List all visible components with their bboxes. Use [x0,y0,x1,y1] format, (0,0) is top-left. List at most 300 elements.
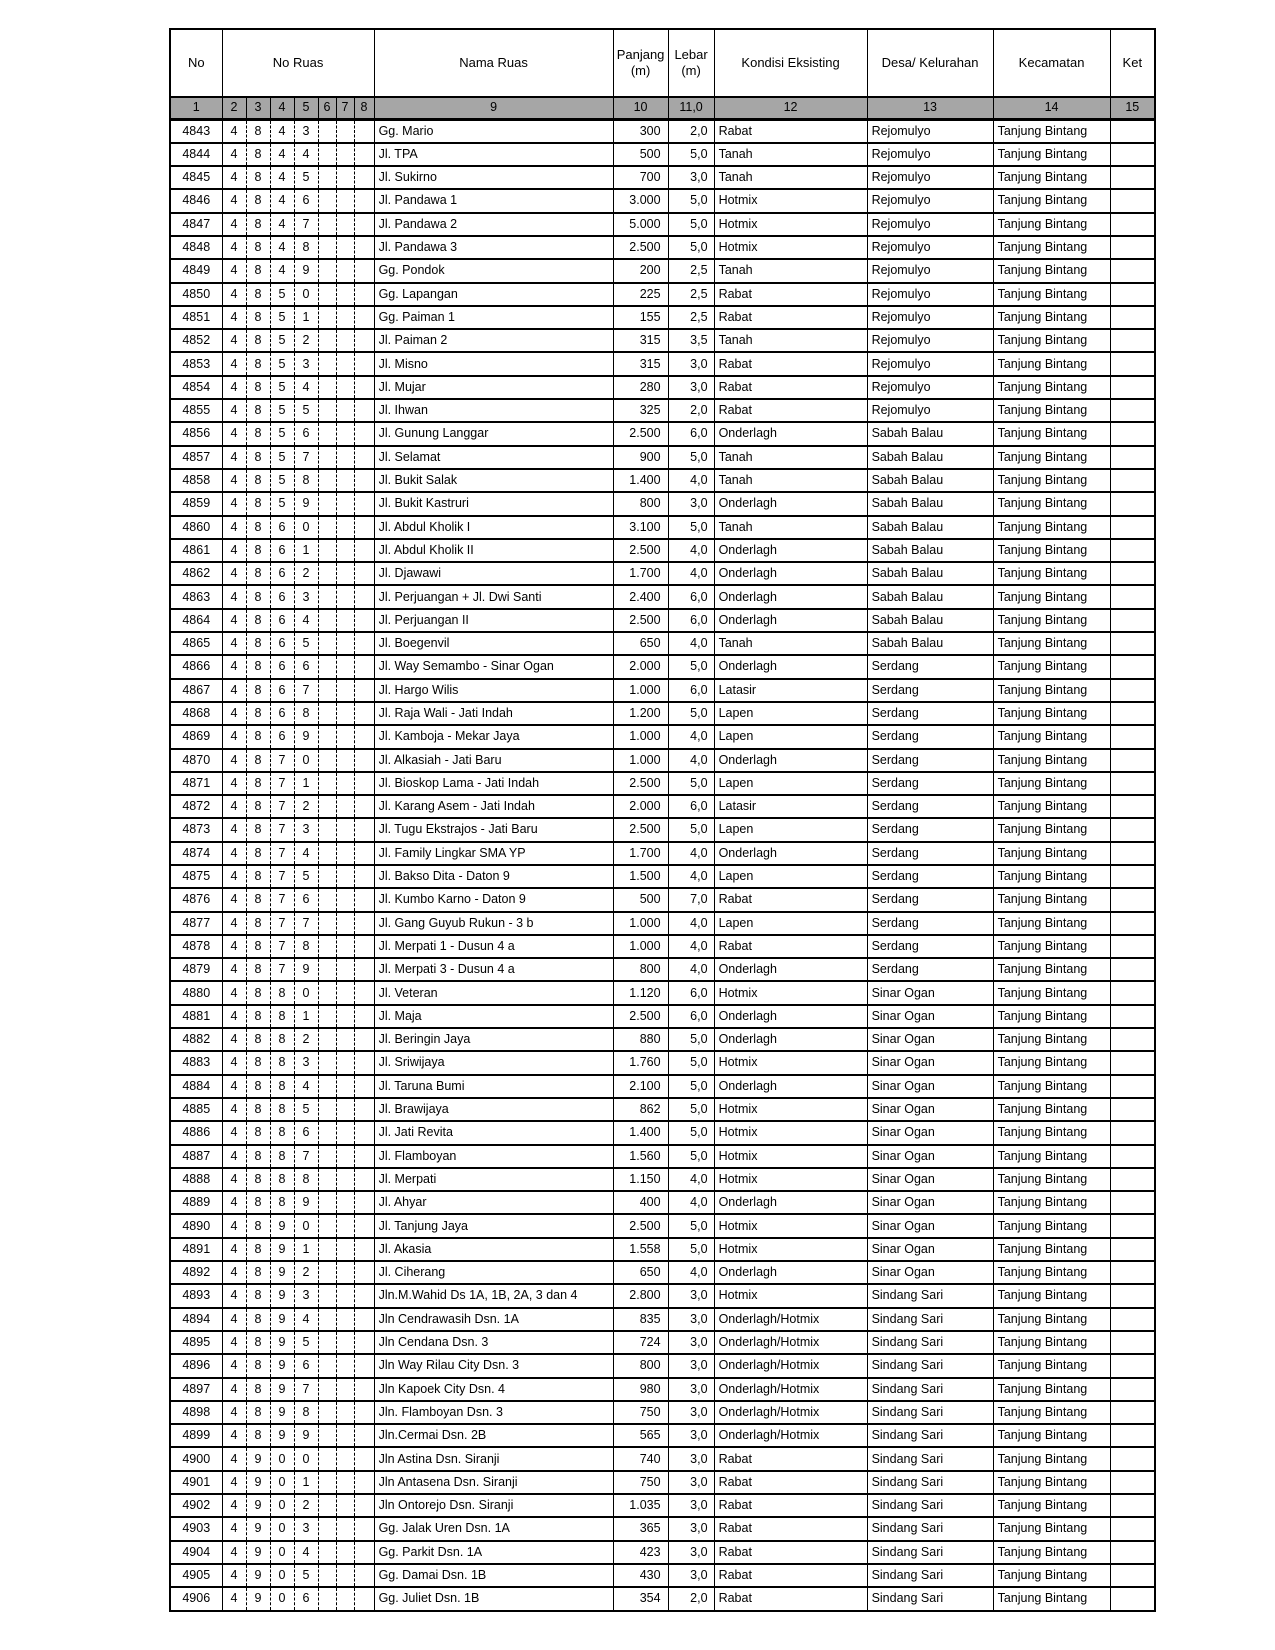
width-cell: 4,0 [668,865,714,888]
ruas-digit-cell [354,1191,374,1214]
ruas-digit-cell [318,702,336,725]
row-no-cell: 4872 [170,795,222,818]
ruas-digit-cell [318,958,336,981]
district-cell: Tanjung Bintang [993,422,1110,445]
ruas-digit-cell [336,1401,354,1424]
width-cell: 4,0 [668,725,714,748]
ruas-digit-cell: 8 [294,1168,318,1191]
row-no-cell: 4870 [170,749,222,772]
condition-cell: Latasir [714,795,867,818]
table-row [170,352,1155,375]
note-cell [1110,399,1155,422]
note-cell [1110,725,1155,748]
ruas-digit-cell: 4 [222,1354,246,1377]
table-row [170,539,1155,562]
road-name-cell: Jl. Way Semambo - Sinar Ogan [374,655,613,678]
road-name-cell: Jl. Bioskop Lama - Jati Indah [374,772,613,795]
ruas-digit-cell [318,772,336,795]
condition-cell: Hotmix [714,1238,867,1261]
ruas-digit-cell: 8 [246,585,270,608]
ruas-digit-cell: 8 [246,772,270,795]
row-no-cell: 4894 [170,1308,222,1331]
village-cell: Serdang [867,865,993,888]
ruas-digit-cell: 8 [246,1005,270,1028]
table-row [170,143,1155,166]
ruas-digit-cell [354,749,374,772]
width-cell: 4,0 [668,842,714,865]
ruas-digit-cell: 3 [294,585,318,608]
village-cell: Sabah Balau [867,422,993,445]
district-cell: Tanjung Bintang [993,492,1110,515]
village-cell: Serdang [867,958,993,981]
ruas-digit-cell [336,1145,354,1168]
condition-cell: Hotmix [714,1145,867,1168]
ruas-digit-cell [318,655,336,678]
ruas-digit-cell [336,422,354,445]
ruas-digit-cell: 4 [270,143,294,166]
ruas-digit-cell: 4 [222,585,246,608]
length-cell: 650 [613,632,668,655]
ruas-digit-cell [336,283,354,306]
ruas-digit-cell: 8 [246,981,270,1004]
ruas-digit-cell [354,1051,374,1074]
ruas-digit-cell [336,1168,354,1191]
table-row [170,632,1155,655]
ruas-digit-cell: 6 [270,539,294,562]
road-name-cell: Jl. Raja Wali - Jati Indah [374,702,613,725]
table-row [170,120,1155,143]
road-name-cell: Jl. Gunung Langgar [374,422,613,445]
length-cell: 1.000 [613,679,668,702]
table-row [170,1145,1155,1168]
ruas-digit-cell: 2 [294,1261,318,1284]
ruas-digit-cell: 4 [222,1587,246,1610]
width-cell: 2,5 [668,283,714,306]
ruas-digit-cell [354,1214,374,1237]
ruas-digit-cell [318,1168,336,1191]
road-name-cell: Jl. Gang Guyub Rukun - 3 b [374,912,613,935]
row-no-cell: 4902 [170,1494,222,1517]
district-cell: Tanjung Bintang [993,446,1110,469]
ruas-digit-cell [318,306,336,329]
condition-cell: Lapen [714,865,867,888]
width-cell: 5,0 [668,1121,714,1144]
length-cell: 1.700 [613,842,668,865]
village-cell: Serdang [867,702,993,725]
ruas-digit-cell [354,352,374,375]
ruas-digit-cell [336,259,354,282]
ruas-digit-cell [354,120,374,143]
ruas-digit-cell [318,935,336,958]
width-cell: 3,0 [668,166,714,189]
village-cell: Sindang Sari [867,1331,993,1354]
ruas-digit-cell [336,632,354,655]
ruas-digit-cell [318,632,336,655]
length-cell: 1.560 [613,1145,668,1168]
ruas-digit-cell: 8 [270,1005,294,1028]
ruas-digit-cell [336,1517,354,1540]
district-cell: Tanjung Bintang [993,143,1110,166]
village-cell: Serdang [867,842,993,865]
condition-cell: Lapen [714,702,867,725]
ruas-digit-cell: 4 [222,795,246,818]
ruas-digit-cell: 4 [222,1331,246,1354]
ruas-digit-cell: 7 [294,1378,318,1401]
condition-cell: Rabat [714,283,867,306]
ruas-digit-cell: 8 [246,539,270,562]
table-row [170,562,1155,585]
ruas-digit-cell: 8 [270,1145,294,1168]
condition-cell: Rabat [714,1517,867,1540]
village-cell: Serdang [867,679,993,702]
column-number-cell: 11,0 [668,97,714,120]
table-row [170,283,1155,306]
ruas-digit-cell [318,912,336,935]
district-cell: Tanjung Bintang [993,1494,1110,1517]
condition-cell: Latasir [714,679,867,702]
ruas-digit-cell [354,469,374,492]
ruas-digit-cell: 8 [246,1308,270,1331]
table-row [170,213,1155,236]
ruas-digit-cell [354,795,374,818]
width-cell: 3,0 [668,376,714,399]
ruas-digit-cell: 9 [246,1541,270,1564]
width-cell: 6,0 [668,609,714,632]
ruas-digit-cell: 8 [270,1168,294,1191]
ruas-digit-cell: 4 [222,1214,246,1237]
ruas-digit-cell [318,679,336,702]
road-name-cell: Gg. Pondok [374,259,613,282]
district-cell: Tanjung Bintang [993,725,1110,748]
col-header-kondisi: Kondisi Eksisting [714,29,867,97]
ruas-digit-cell [318,1284,336,1307]
ruas-digit-cell: 8 [246,1238,270,1261]
ruas-digit-cell [336,446,354,469]
district-cell: Tanjung Bintang [993,1028,1110,1051]
width-cell: 2,0 [668,1587,714,1610]
width-cell: 3,5 [668,329,714,352]
table-row [170,376,1155,399]
ruas-digit-cell [318,1214,336,1237]
row-no-cell: 4861 [170,539,222,562]
table-row [170,842,1155,865]
note-cell [1110,1168,1155,1191]
table-row [170,1447,1155,1470]
village-cell: Sabah Balau [867,562,993,585]
ruas-digit-cell [336,1051,354,1074]
ruas-digit-cell: 1 [294,1471,318,1494]
ruas-digit-cell: 7 [270,772,294,795]
ruas-digit-cell [336,1541,354,1564]
ruas-digit-cell: 4 [222,1541,246,1564]
column-number-cell: 3 [246,97,270,120]
ruas-digit-cell: 4 [222,1284,246,1307]
note-cell [1110,818,1155,841]
condition-cell: Tanah [714,469,867,492]
ruas-digit-cell: 2 [294,1494,318,1517]
width-cell: 6,0 [668,679,714,702]
ruas-digit-cell [336,1261,354,1284]
ruas-digit-cell: 9 [270,1308,294,1331]
district-cell: Tanjung Bintang [993,1261,1110,1284]
road-name-cell: Jl. Ihwan [374,399,613,422]
ruas-digit-cell: 8 [246,1028,270,1051]
ruas-digit-cell: 8 [294,702,318,725]
note-cell [1110,306,1155,329]
ruas-digit-cell [318,329,336,352]
condition-cell: Onderlagh [714,842,867,865]
ruas-digit-cell: 4 [222,352,246,375]
table-row [170,1541,1155,1564]
row-no-cell: 4904 [170,1541,222,1564]
ruas-digit-cell [354,865,374,888]
row-no-cell: 4888 [170,1168,222,1191]
ruas-digit-cell: 8 [246,655,270,678]
length-cell: 365 [613,1517,668,1540]
row-no-cell: 4864 [170,609,222,632]
row-no-cell: 4879 [170,958,222,981]
ruas-digit-cell [318,1494,336,1517]
ruas-digit-cell [336,609,354,632]
length-cell: 430 [613,1564,668,1587]
ruas-digit-cell [354,842,374,865]
ruas-digit-cell [354,1121,374,1144]
ruas-digit-cell [318,1005,336,1028]
ruas-digit-cell: 4 [222,772,246,795]
condition-cell: Onderlagh [714,585,867,608]
ruas-digit-cell [336,958,354,981]
width-cell: 4,0 [668,1168,714,1191]
ruas-digit-cell [336,749,354,772]
village-cell: Serdang [867,749,993,772]
ruas-digit-cell: 9 [246,1564,270,1587]
ruas-digit-cell: 0 [294,1447,318,1470]
district-cell: Tanjung Bintang [993,329,1110,352]
note-cell [1110,888,1155,911]
road-name-cell: Jl. Akasia [374,1238,613,1261]
note-cell [1110,1541,1155,1564]
width-cell: 5,0 [668,1098,714,1121]
note-cell [1110,283,1155,306]
table-row [170,422,1155,445]
table-row [170,1494,1155,1517]
width-cell: 5,0 [668,1051,714,1074]
ruas-digit-cell: 0 [294,283,318,306]
condition-cell: Rabat [714,1447,867,1470]
note-cell [1110,958,1155,981]
condition-cell: Onderlagh [714,1028,867,1051]
length-cell: 500 [613,143,668,166]
ruas-digit-cell: 5 [270,376,294,399]
ruas-digit-cell [336,376,354,399]
width-cell: 3,0 [668,1401,714,1424]
ruas-digit-cell: 5 [294,632,318,655]
ruas-digit-cell [336,1308,354,1331]
note-cell [1110,562,1155,585]
row-no-cell: 4887 [170,1145,222,1168]
ruas-digit-cell: 8 [246,1121,270,1144]
note-cell [1110,469,1155,492]
ruas-digit-cell [336,1354,354,1377]
ruas-digit-cell [318,259,336,282]
note-cell [1110,352,1155,375]
table-row [170,1098,1155,1121]
length-cell: 1.760 [613,1051,668,1074]
ruas-digit-cell [354,1447,374,1470]
column-number-cell: 14 [993,97,1110,120]
width-cell: 6,0 [668,585,714,608]
ruas-digit-cell [336,585,354,608]
column-number-cell: 15 [1110,97,1155,120]
ruas-digit-cell: 9 [270,1238,294,1261]
village-cell: Sindang Sari [867,1587,993,1610]
district-cell: Tanjung Bintang [993,1145,1110,1168]
village-cell: Sinar Ogan [867,1028,993,1051]
road-name-cell: Jl. Flamboyan [374,1145,613,1168]
ruas-digit-cell [336,702,354,725]
ruas-digit-cell [336,655,354,678]
note-cell [1110,259,1155,282]
district-cell: Tanjung Bintang [993,1168,1110,1191]
ruas-digit-cell [318,585,336,608]
note-cell [1110,632,1155,655]
note-cell [1110,1028,1155,1051]
length-cell: 2.500 [613,772,668,795]
ruas-digit-cell [336,1331,354,1354]
length-cell: 565 [613,1424,668,1447]
length-cell: 1.400 [613,1121,668,1144]
ruas-digit-cell: 7 [270,888,294,911]
ruas-digit-cell [336,1098,354,1121]
width-cell: 2,5 [668,259,714,282]
width-cell: 3,0 [668,352,714,375]
condition-cell: Onderlagh [714,609,867,632]
note-cell [1110,912,1155,935]
length-cell: 800 [613,1354,668,1377]
row-no-cell: 4884 [170,1075,222,1098]
road-name-cell: Jl. Beringin Jaya [374,1028,613,1051]
ruas-digit-cell [336,1424,354,1447]
length-cell: 980 [613,1378,668,1401]
ruas-digit-cell [336,772,354,795]
ruas-digit-cell: 4 [222,306,246,329]
length-cell: 325 [613,399,668,422]
district-cell: Tanjung Bintang [993,1284,1110,1307]
ruas-digit-cell [354,1028,374,1051]
condition-cell: Onderlagh [714,492,867,515]
row-no-cell: 4857 [170,446,222,469]
note-cell [1110,166,1155,189]
ruas-digit-cell: 0 [294,1214,318,1237]
ruas-digit-cell: 4 [270,120,294,143]
table-row [170,679,1155,702]
ruas-digit-cell: 8 [246,1401,270,1424]
road-name-cell: Jl. TPA [374,143,613,166]
condition-cell: Onderlagh [714,562,867,585]
row-no-cell: 4890 [170,1214,222,1237]
table-row [170,935,1155,958]
note-cell [1110,1401,1155,1424]
ruas-digit-cell: 4 [222,1051,246,1074]
district-cell: Tanjung Bintang [993,166,1110,189]
width-cell: 3,0 [668,1471,714,1494]
ruas-digit-cell: 8 [246,865,270,888]
row-no-cell: 4878 [170,935,222,958]
width-cell: 5,0 [668,1075,714,1098]
ruas-digit-cell [318,562,336,585]
ruas-digit-cell: 0 [270,1564,294,1587]
district-cell: Tanjung Bintang [993,981,1110,1004]
ruas-digit-cell [336,1121,354,1144]
village-cell: Rejomulyo [867,283,993,306]
ruas-digit-cell: 5 [270,306,294,329]
ruas-digit-cell: 4 [222,935,246,958]
table-row [170,1168,1155,1191]
ruas-digit-cell [336,888,354,911]
row-no-cell: 4898 [170,1401,222,1424]
condition-cell: Onderlagh [714,958,867,981]
ruas-digit-cell [336,1284,354,1307]
ruas-digit-cell: 4 [222,283,246,306]
ruas-digit-cell [354,1494,374,1517]
ruas-digit-cell [318,352,336,375]
ruas-digit-cell: 8 [246,888,270,911]
width-cell: 5,0 [668,1145,714,1168]
note-cell [1110,935,1155,958]
ruas-digit-cell [336,865,354,888]
ruas-digit-cell [318,1517,336,1540]
table-row [170,166,1155,189]
col-header-desa: Desa/ Kelurahan [867,29,993,97]
village-cell: Sinar Ogan [867,1238,993,1261]
col-header-lebar-label: Lebar [674,47,708,63]
condition-cell: Rabat [714,306,867,329]
column-number-cell: 13 [867,97,993,120]
ruas-digit-cell [354,1331,374,1354]
table-row [170,1051,1155,1074]
note-cell [1110,516,1155,539]
note-cell [1110,1424,1155,1447]
width-cell: 3,0 [668,1494,714,1517]
district-cell: Tanjung Bintang [993,469,1110,492]
table-row [170,1191,1155,1214]
width-cell: 3,0 [668,1424,714,1447]
village-cell: Sinar Ogan [867,1121,993,1144]
width-cell: 4,0 [668,935,714,958]
length-cell: 2.500 [613,236,668,259]
ruas-digit-cell [354,1168,374,1191]
ruas-digit-cell: 9 [270,1214,294,1237]
road-name-cell: Jl. Veteran [374,981,613,1004]
length-cell: 724 [613,1331,668,1354]
width-cell: 5,0 [668,143,714,166]
district-cell: Tanjung Bintang [993,749,1110,772]
condition-cell: Tanah [714,166,867,189]
ruas-digit-cell [318,1331,336,1354]
row-no-cell: 4875 [170,865,222,888]
ruas-digit-cell [354,1098,374,1121]
district-cell: Tanjung Bintang [993,352,1110,375]
row-no-cell: 4895 [170,1331,222,1354]
note-cell [1110,539,1155,562]
length-cell: 2.500 [613,609,668,632]
ruas-digit-cell: 9 [270,1261,294,1284]
ruas-digit-cell: 4 [222,679,246,702]
ruas-digit-cell: 8 [246,189,270,212]
district-cell: Tanjung Bintang [993,1471,1110,1494]
ruas-digit-cell: 3 [294,120,318,143]
ruas-digit-cell [354,1261,374,1284]
